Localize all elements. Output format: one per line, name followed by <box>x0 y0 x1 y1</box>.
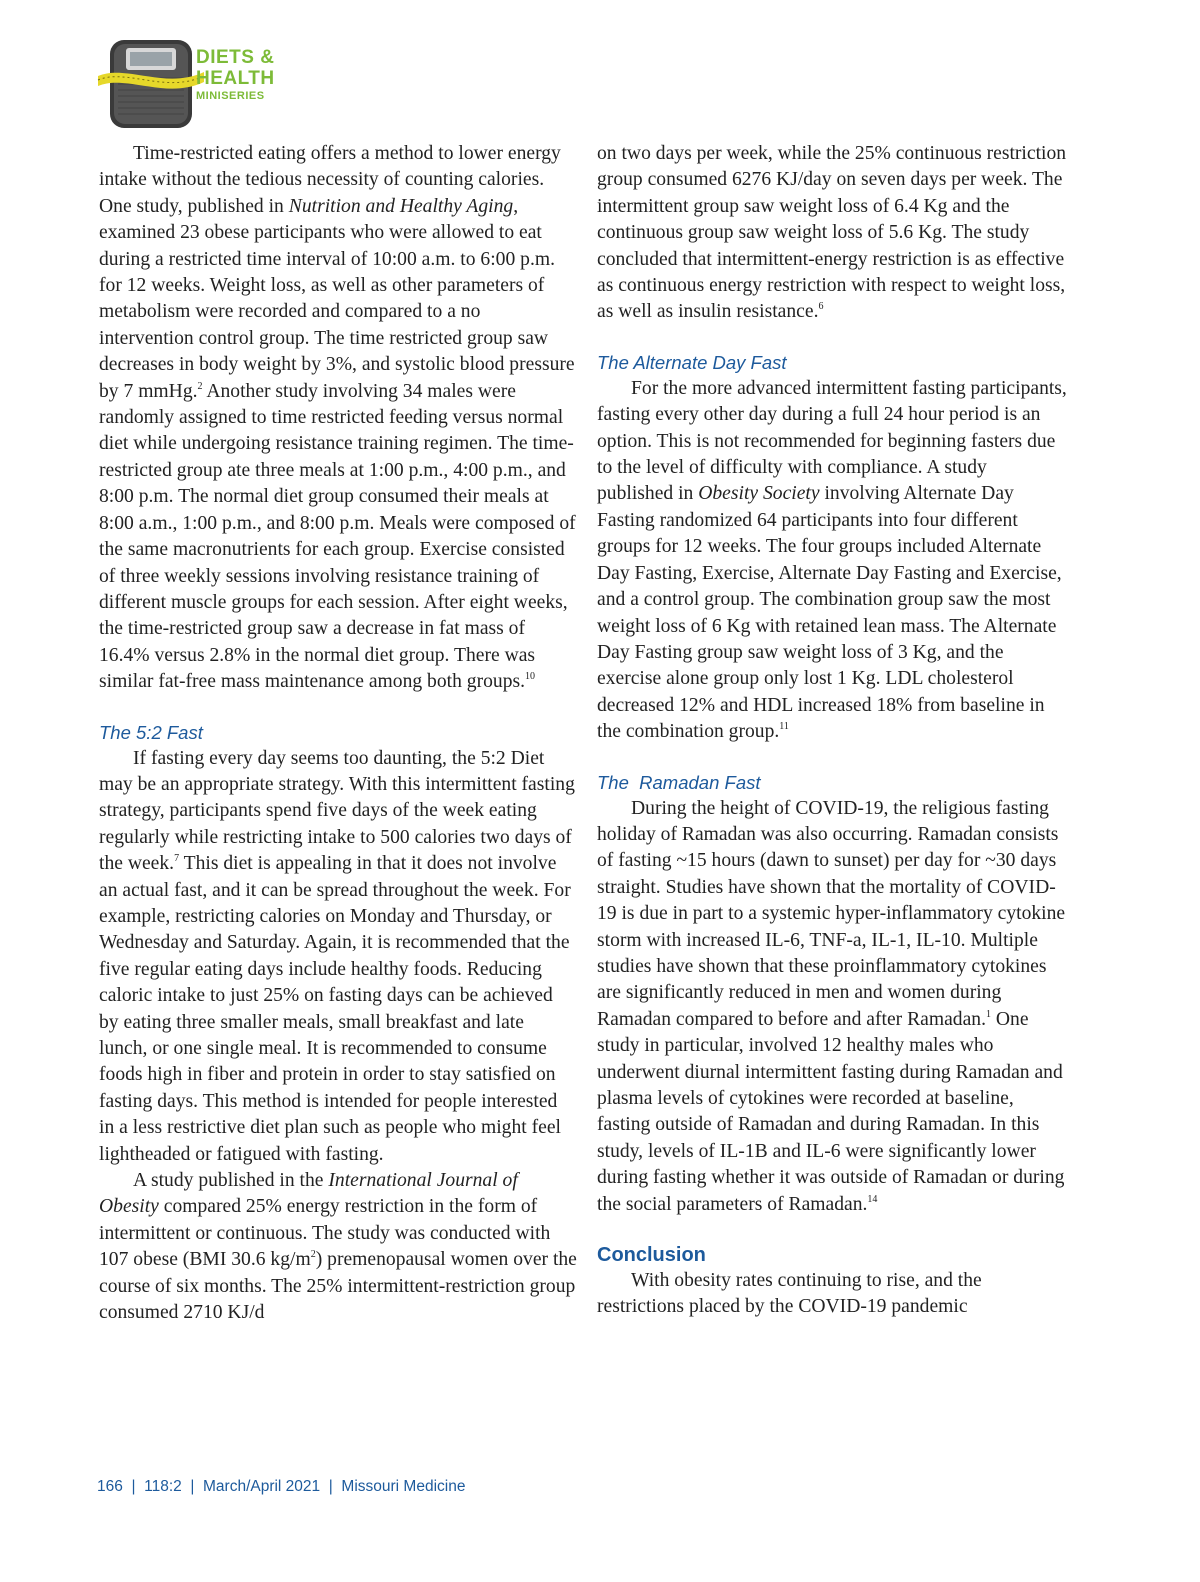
paragraph-52-diet: If fasting every day seems too daunting, the 5:2 Diet may be an appropriate strategy. With this intermittent fasting strategy, participants spend five days of the week eating regularly while restricting intake to 500 calories two days of the week.$^7$ This diet is appealing in that it does not involve an actual fast, and it can be spread throughout the week. For example, restricting calories on Monday and Thursday, or Wednesday and Saturday. Again, it is recommended that the five regular eating days include healthy foods. Reducing caloric intake to just 25% on fasting days can be achieved by eating three smaller meals, small breakfast and late lunch, or one single meal. It is recommended to consume foods high in fiber and protein in order to stay satisfied on fasting days. This method is intended for people interested in a less restrictive diet plan such as people who might feel lightheaded or fatigued with fasting. <box>99 747 575 1165</box>
heading-alternate-day-fast: The Alternate Day Fast <box>597 351 787 373</box>
page-footer: 166 | 118:2 | March/April 2021 | Missouri Medicine <box>97 1478 466 1495</box>
paragraph-conclusion: With obesity rates continuing to rise, and the restrictions placed by the COVID-19 pandemic <box>597 1270 982 1318</box>
paragraph-time-restricted: Time-restricted eating offers a method to lower energy intake without the tedious necessity of counting calories. One study, published in Nutrition and Healthy Aging, examined 23 obese participants who were allowed to eat during a restricted time interval of 10:00 a.m. to 6:00 p.m. for 12 weeks. Weight loss, as well as other parameters of metabolism were recorded and compared to a no intervention control group. The time restricted group saw decreases in body weight by 3%, and systolic blood pressure by 7 mmHg.$^2$ Another study involving 34 males were randomly assigned to time restricted feeding versus normal diet while undergoing resistance training regimen. The time-restricted group ate three meals at 1:00 p.m., 4:00 p.m., and 8:00 p.m. The normal diet group consumed their meals at 8:00 a.m., 1:00 p.m., and 8:00 p.m. Meals were composed of the same macronutrients for each group. Exercise consisted of three weekly sessions involving resistance training of different muscle groups for each session. After eight weeks, the time-restricted group saw a decrease in fat mass of 16.4% versus 2.8% in the normal diet group. There was similar fat-free mass maintenance among both groups.$^{10}$ <box>99 143 576 693</box>
heading-52-fast: The 5:2 Fast <box>99 721 203 743</box>
logo-line-2: HEALTH <box>196 68 275 89</box>
bathroom-scale-icon <box>96 38 206 130</box>
logo-line-1: DIETS & <box>196 47 275 68</box>
heading-ramadan-fast: The Ramadan Fast <box>597 771 761 793</box>
paragraph-continued: on two days per week, while the 25% continuous restriction group consumed 6276 KJ/day on seven days per week. The intermittent group saw weight loss of 6.4 Kg and the continuous group saw weight loss of 5.6 Kg. The study concluded that intermittent-energy restriction is as effective as continuous energy restriction with respect to weight loss, as well as insulin resistance.$^6$ <box>597 143 1067 323</box>
paragraph-energy-restriction: A study published in the International Journal of Obesity compared 25% energy restriction in the form of intermittent or continuous. The study was conducted with 107 obese (BMI 30.6 $kg/m^2$) premenopausal women over the course of six months. The 25% intermittent-restriction group consumed 2710 KJ/d <box>99 1170 577 1324</box>
heading-conclusion: Conclusion <box>597 1244 706 1267</box>
logo-text <box>196 48 275 102</box>
paragraph-alternate-day: For the more advanced intermittent fasting participants, fasting every other day during a full 24 hour period is an option. This is not recommended for beginning fasters due to the level of difficulty with compliance. A study published in Obesity Society involving Alternate Day Fasting randomized 64 participants into four different groups for 12 weeks. The four groups included Alternate Day Fasting, Exercise, Alternate Day Fasting and Exercise, and a control group. The combination group saw the most weight loss of 6 Kg with retained lean mass. The Alternate Day Fasting group saw weight loss of 3 Kg, and the exercise alone group only lost 1 Kg. LDL cholesterol decreased 12% and HDL increased 18% from baseline in the combination group.$^{11}$ <box>597 377 1067 743</box>
right-column <box>597 141 1067 1321</box>
left-column <box>99 141 577 1326</box>
diets-health-logo <box>96 38 296 134</box>
logo-line-3: MINISERIES <box>196 90 265 102</box>
paragraph-ramadan: During the height of COVID-19, the religious fasting holiday of Ramadan was also occurring. Ramadan consists of fasting ~15 hours (dawn to sunset) per day for ~30 days straight. Studies have shown that the mortality of COVID-19 is due in part to a systemic hyper-inflammatory cytokine storm with increased IL-6, TNF-a, IL-1, IL-10. Multiple studies have shown that these proinflammatory cytokines are significantly reduced in men and women during Ramadan compared to before and after Ramadan.$^1$ One study in particular, involved 12 healthy males who underwent diurnal intermittent fasting during Ramadan and plasma levels of cytokines were recorded at baseline, fasting outside of Ramadan and during Ramadan. In this study, levels of IL-1B and IL-6 were significantly lower during fasting whether it was outside of Ramadan or during the social parameters of Ramadan.$^{14}$ <box>597 797 1066 1215</box>
